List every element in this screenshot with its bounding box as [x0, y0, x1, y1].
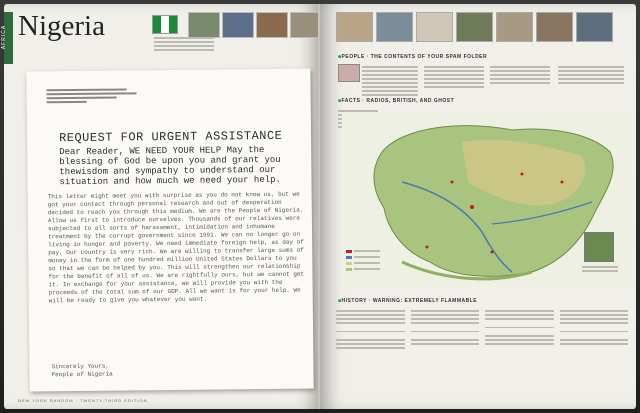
- letter-intro: Dear Reader, WE NEED YOUR HELP May the blessing of God be upon you and grant you thewisdom and sympathy to understand our situation and how much we need your help.: [59, 145, 281, 188]
- header-photo: [416, 12, 453, 42]
- header-photo: [336, 12, 373, 42]
- right-page: [320, 4, 636, 409]
- header-photo-strip: [336, 12, 613, 42]
- header-photo: [222, 12, 254, 38]
- inset-photo: [584, 232, 614, 262]
- city-marker: [561, 181, 564, 184]
- city-marker: [451, 181, 454, 184]
- legend-row: [346, 266, 380, 272]
- nigeria-flag-icon: [152, 15, 178, 34]
- left-page: [1, 4, 320, 409]
- letter-body: This letter might meet you with surprise as you do not know us, but we got your contact through personal research and out of desperation decided to reach you through this medium. We are the People of Nigeria. Allow us first to introduce ourselves. Thousands of our relatives were subjected to all sorts of harassment, intimidation and inhumane treatment by the corrupt government since 1991. We can no longer go on living in hunger and poverty. We need immediate foreign help, as day of pay. Our country is very rich. We are willing to transfer large sums of money in the form of one hundred million United States Dollars to you so that we can be helped by you. This will strengthen our relationship for the benefit of all of us. We are rightfully ours, but we cannot get it. In exchange for your assistance, we will provide you with the proceeds of the total sum of our GDP. All we want is for your help. We will be ready to give you whatever you want.: [47, 190, 305, 305]
- text-column: [424, 64, 484, 88]
- page-title: Nigeria: [18, 10, 105, 42]
- header-photo: [536, 12, 573, 42]
- text-column: [560, 308, 629, 388]
- text-column: [336, 308, 405, 388]
- map-legend: [346, 248, 380, 272]
- letter-closing: Sincerely Yours,: [51, 362, 110, 371]
- city-marker: [426, 246, 429, 249]
- header-photo: [256, 12, 288, 38]
- text-column: [558, 64, 624, 84]
- header-photo: [496, 12, 533, 42]
- text-column: [490, 64, 550, 84]
- city-marker: [521, 173, 524, 176]
- city-marker: [470, 205, 474, 209]
- open-book: [1, 4, 636, 409]
- letter-heading: REQUEST FOR URGENT ASSISTANCE: [58, 128, 283, 146]
- section-heading: ■ FACTS · RADIOS, BRITISH, AND GHOST: [338, 98, 454, 104]
- city-marker: [491, 251, 494, 254]
- region-tab-label: AFRICA: [1, 24, 8, 50]
- header-photo: [376, 12, 413, 42]
- text-column: [485, 308, 554, 388]
- section-heading: ■ HISTORY · WARNING: EXTREMELY FLAMMABLE: [338, 298, 477, 304]
- inset-caption: [582, 264, 618, 272]
- header-photo: [456, 12, 493, 42]
- letter-signature: People of Nigeria: [51, 370, 113, 379]
- running-footer: NEW YORK RANDOM · TWENTY-THIRD EDITION: [18, 398, 148, 403]
- history-columns: [336, 308, 628, 388]
- spam-letter: [26, 69, 313, 392]
- email-header: [46, 86, 136, 103]
- text-column: [411, 308, 480, 388]
- portrait-photo: [338, 64, 360, 82]
- letter-signoff: [51, 363, 112, 380]
- header-photo: [188, 12, 220, 38]
- text-column: [362, 64, 418, 96]
- section-heading: ■ PEOPLE · THE CONTENTS OF YOUR SPAM FOLDER: [338, 54, 487, 60]
- region-tab: [1, 12, 13, 64]
- header-photo: [576, 12, 613, 42]
- header-photo-strip: [188, 12, 322, 38]
